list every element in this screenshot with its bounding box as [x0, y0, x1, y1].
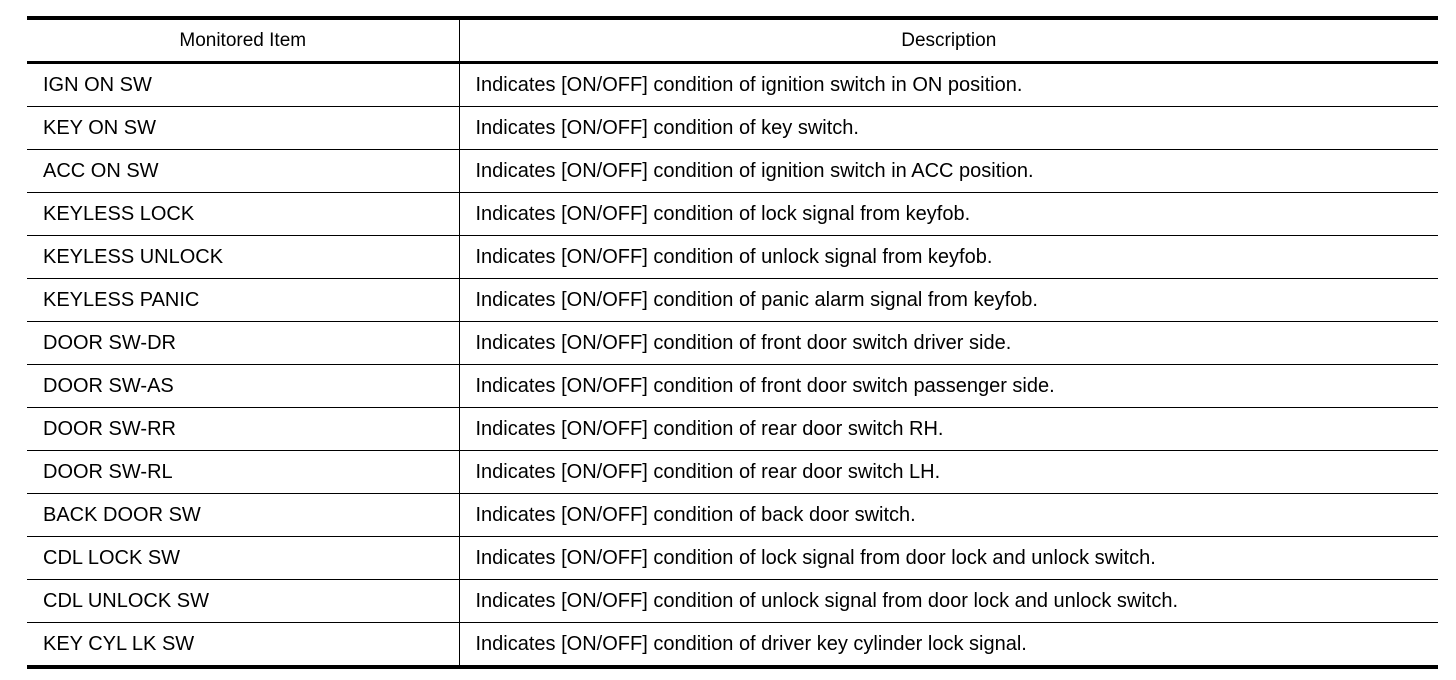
monitored-item-cell: ACC ON SW: [27, 150, 459, 193]
header-description: Description: [459, 18, 1438, 63]
monitored-item-cell: KEY CYL LK SW: [27, 623, 459, 668]
table-row: [27, 236, 1438, 279]
description-cell: Indicates [ON/OFF] condition of ignition switch in ACC position.: [459, 150, 1438, 193]
monitored-item-cell: CDL LOCK SW: [27, 537, 459, 580]
monitored-item-cell: KEYLESS LOCK: [27, 193, 459, 236]
description-cell: Indicates [ON/OFF] condition of lock signal from keyfob.: [459, 193, 1438, 236]
monitored-item-cell: DOOR SW-RR: [27, 408, 459, 451]
monitor-item-table-container: [27, 16, 1438, 669]
table-row: [27, 63, 1438, 107]
monitored-item-cell: KEY ON SW: [27, 107, 459, 150]
monitored-item-cell: KEYLESS PANIC: [27, 279, 459, 322]
table-row: [27, 537, 1438, 580]
table-row: [27, 150, 1438, 193]
description-cell: Indicates [ON/OFF] condition of driver key cylinder lock signal.: [459, 623, 1438, 668]
monitored-item-cell: DOOR SW-AS: [27, 365, 459, 408]
monitored-item-cell: DOOR SW-RL: [27, 451, 459, 494]
table-header-row: [27, 18, 1438, 63]
description-cell: Indicates [ON/OFF] condition of panic alarm signal from keyfob.: [459, 279, 1438, 322]
table-row: [27, 193, 1438, 236]
description-cell: Indicates [ON/OFF] condition of rear door switch LH.: [459, 451, 1438, 494]
description-cell: Indicates [ON/OFF] condition of front door switch driver side.: [459, 322, 1438, 365]
monitored-item-cell: CDL UNLOCK SW: [27, 580, 459, 623]
monitored-item-cell: BACK DOOR SW: [27, 494, 459, 537]
description-cell: Indicates [ON/OFF] condition of front door switch passenger side.: [459, 365, 1438, 408]
description-cell: Indicates [ON/OFF] condition of unlock signal from keyfob.: [459, 236, 1438, 279]
table-row: [27, 451, 1438, 494]
monitored-item-cell: DOOR SW-DR: [27, 322, 459, 365]
table-row: [27, 279, 1438, 322]
description-cell: Indicates [ON/OFF] condition of ignition switch in ON position.: [459, 63, 1438, 107]
table-row: [27, 365, 1438, 408]
table-row: [27, 623, 1438, 668]
description-cell: Indicates [ON/OFF] condition of back door switch.: [459, 494, 1438, 537]
description-cell: Indicates [ON/OFF] condition of lock signal from door lock and unlock switch.: [459, 537, 1438, 580]
monitored-item-cell: KEYLESS UNLOCK: [27, 236, 459, 279]
description-cell: Indicates [ON/OFF] condition of rear door switch RH.: [459, 408, 1438, 451]
table-row: [27, 408, 1438, 451]
description-cell: Indicates [ON/OFF] condition of unlock signal from door lock and unlock switch.: [459, 580, 1438, 623]
table-row: [27, 107, 1438, 150]
monitor-item-table: [27, 16, 1438, 669]
table-row: [27, 494, 1438, 537]
description-cell: Indicates [ON/OFF] condition of key switch.: [459, 107, 1438, 150]
table-row: [27, 580, 1438, 623]
header-monitored-item: Monitored Item: [27, 18, 459, 63]
table-body: [27, 63, 1438, 668]
table-row: [27, 322, 1438, 365]
monitored-item-cell: IGN ON SW: [27, 63, 459, 107]
